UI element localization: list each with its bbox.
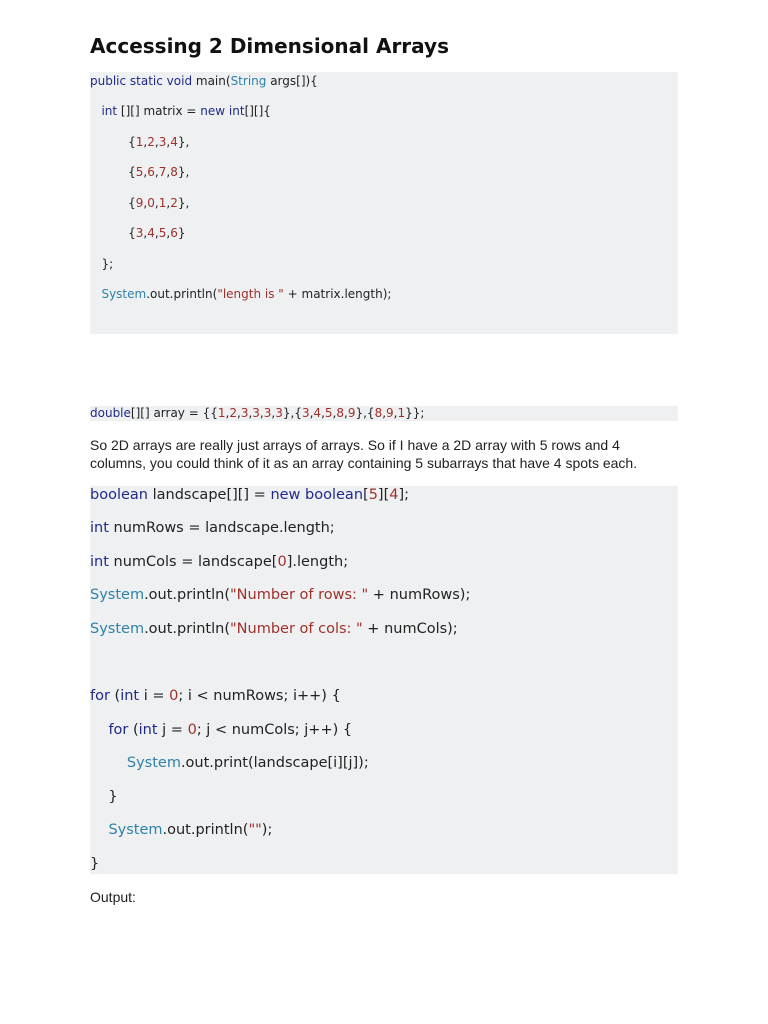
code-token-num: 5 xyxy=(324,406,333,420)
code-token-kw: boolean xyxy=(305,487,364,503)
code-token: .out.println( xyxy=(144,587,230,603)
code-line xyxy=(90,195,189,211)
code-token: ); xyxy=(261,822,273,838)
code-token: ][ xyxy=(377,487,390,503)
code-token xyxy=(90,104,101,118)
code-token-num: 3 xyxy=(135,226,144,240)
code-token: , xyxy=(143,165,148,179)
code-token: ( xyxy=(128,722,139,738)
code-token-num: 6 xyxy=(170,226,178,240)
code-line xyxy=(90,721,352,739)
code-token-str: "Number of cols: " xyxy=(230,621,363,637)
code-token: , xyxy=(166,226,171,240)
code-token: , xyxy=(344,406,348,420)
code-token: },{ xyxy=(282,406,302,420)
code-token: , xyxy=(143,196,148,210)
code-token: ].length; xyxy=(286,554,349,570)
code-token: [ xyxy=(363,487,369,503)
code-token-kw: double xyxy=(90,406,131,420)
code-token: , xyxy=(154,226,159,240)
code-line xyxy=(90,73,318,89)
code-token-str: "" xyxy=(248,822,262,838)
code-token: },{ xyxy=(355,406,375,420)
code-line xyxy=(90,406,424,420)
code-token: , xyxy=(393,406,398,420)
page-title: Accessing 2 Dimensional Arrays xyxy=(90,34,449,58)
code-token: , xyxy=(166,135,171,149)
code-token-num: 9 xyxy=(347,406,356,420)
code-token: }; xyxy=(90,257,114,271)
code-token-num: 4 xyxy=(170,135,178,149)
code-token-num: 5 xyxy=(368,487,378,503)
code-token-kw: int xyxy=(90,520,109,536)
code-token: }, xyxy=(177,165,190,179)
code-token-num: 2 xyxy=(170,196,178,210)
explanation-paragraph: So 2D arrays are really just arrays of arrays. So if I have a 2D array with 5 rows and 4 columns, you could think of it as an array containing 5 subarrays that have 4 spots each. xyxy=(90,437,638,471)
code-token-num: 0 xyxy=(187,722,197,738)
code-token: [][] array = {{ xyxy=(130,406,218,420)
code-token: } xyxy=(177,226,186,240)
code-block-double-array xyxy=(90,406,678,421)
code-token-num: 3 xyxy=(158,135,167,149)
code-token: , xyxy=(154,135,159,149)
code-line xyxy=(90,256,113,272)
code-token-num: 0 xyxy=(169,688,179,704)
code-token-num: 3 xyxy=(263,406,272,420)
code-token: j = xyxy=(157,722,188,738)
code-token: [][]{ xyxy=(244,104,271,118)
code-token-cls: System xyxy=(101,287,147,301)
code-line xyxy=(90,134,189,150)
code-line xyxy=(90,103,271,119)
code-token: { xyxy=(90,226,136,240)
code-token-kw: int xyxy=(120,688,140,704)
code-line xyxy=(90,225,185,241)
code-token: + matrix.length); xyxy=(283,287,392,301)
code-token xyxy=(90,755,127,771)
code-token: .out.println( xyxy=(144,621,230,637)
code-token-num: 5 xyxy=(158,226,167,240)
code-token-num: 1 xyxy=(158,196,167,210)
code-line xyxy=(90,788,118,806)
code-line xyxy=(90,821,272,839)
code-token-num: 9 xyxy=(386,406,394,420)
code-token: , xyxy=(248,406,253,420)
code-token: , xyxy=(143,135,148,149)
code-token-num: 0 xyxy=(147,196,155,210)
code-token: numRows = landscape.length; xyxy=(108,520,335,536)
code-line xyxy=(90,286,391,302)
code-token-str: "Number of rows: " xyxy=(230,587,369,603)
code-token-kw: new xyxy=(200,104,226,118)
code-token: ; j < numCols; j++) { xyxy=(196,722,353,738)
code-token: }}; xyxy=(405,406,425,420)
code-token: .out.println( xyxy=(146,287,218,301)
code-line xyxy=(90,586,470,604)
code-token-num: 9 xyxy=(135,196,144,210)
code-line xyxy=(90,553,348,571)
code-token-num: 1 xyxy=(217,406,226,420)
code-token: }, xyxy=(177,196,190,210)
code-token: , xyxy=(271,406,276,420)
code-token xyxy=(90,822,108,838)
code-token: ( xyxy=(109,688,121,704)
code-token-num: 3 xyxy=(252,406,260,420)
code-token-num: 3 xyxy=(240,406,249,420)
code-token: main( xyxy=(192,74,231,88)
code-token xyxy=(90,287,101,301)
code-token: , xyxy=(259,406,264,420)
code-token: , xyxy=(166,165,171,179)
code-token-cls: System xyxy=(90,621,145,637)
code-token: , xyxy=(154,196,159,210)
code-token: { xyxy=(90,135,136,149)
code-token: .out.print(landscape[i][j]); xyxy=(180,755,369,771)
code-token: , xyxy=(236,406,241,420)
code-token-kw: new xyxy=(270,487,301,503)
code-token-kw: for xyxy=(108,722,129,738)
code-token: } xyxy=(90,789,118,805)
code-token: , xyxy=(309,406,314,420)
code-token-cls: System xyxy=(90,587,145,603)
code-token: } xyxy=(90,856,100,872)
code-token: , xyxy=(154,165,159,179)
code-block-landscape xyxy=(90,486,678,874)
code-token-kw: for xyxy=(90,688,110,704)
code-token: , xyxy=(332,406,337,420)
code-token: , xyxy=(225,406,230,420)
code-token: , xyxy=(382,406,387,420)
code-token-num: 1 xyxy=(397,406,406,420)
code-line xyxy=(90,855,99,873)
code-token: [][] matrix = xyxy=(117,104,201,118)
code-token-num: 3 xyxy=(275,406,283,420)
code-token: landscape[][] = xyxy=(147,487,271,503)
code-token: i = xyxy=(139,688,170,704)
code-token: .out.println( xyxy=(162,822,249,838)
code-token-num: 4 xyxy=(147,226,155,240)
code-token-kw: int xyxy=(101,104,118,118)
code-token-num: 4 xyxy=(389,487,399,503)
code-token xyxy=(90,722,108,738)
code-token: }, xyxy=(177,135,190,149)
code-token: numCols = landscape[ xyxy=(108,554,278,570)
code-line xyxy=(90,754,369,772)
code-token: , xyxy=(321,406,325,420)
code-token-num: 1 xyxy=(135,135,144,149)
code-token-num: 8 xyxy=(170,165,178,179)
code-token-num: 7 xyxy=(158,165,167,179)
code-token-num: 2 xyxy=(147,135,155,149)
code-token-num: 8 xyxy=(374,406,383,420)
code-token-num: 3 xyxy=(301,406,310,420)
code-token: , xyxy=(143,226,148,240)
code-token: + numCols); xyxy=(362,621,458,637)
code-token: ]; xyxy=(398,487,410,503)
code-line xyxy=(90,687,341,705)
code-token-kw: boolean xyxy=(90,487,148,503)
output-label: Output: xyxy=(90,889,136,905)
code-token-num: 8 xyxy=(336,406,344,420)
code-token: { xyxy=(90,196,136,210)
code-token-num: 0 xyxy=(277,554,287,570)
code-token-kw: public static void xyxy=(90,74,193,88)
code-token-kw: int xyxy=(90,554,109,570)
code-token-kw: int xyxy=(138,722,158,738)
code-token-num: 6 xyxy=(147,165,155,179)
code-token-kw: int xyxy=(228,104,245,118)
code-line xyxy=(90,164,189,180)
code-line xyxy=(90,620,458,638)
code-token: args[]){ xyxy=(266,74,318,88)
code-block-matrix xyxy=(90,72,678,334)
code-token: , xyxy=(166,196,171,210)
code-token-str: "length is " xyxy=(217,287,284,301)
code-token: + numRows); xyxy=(368,587,471,603)
code-token: ; i < numRows; i++) { xyxy=(178,688,341,704)
code-token-cls: System xyxy=(108,822,163,838)
code-line xyxy=(90,486,409,504)
code-token-cls: String xyxy=(230,74,267,88)
code-token-num: 5 xyxy=(135,165,144,179)
code-line xyxy=(90,519,335,537)
code-token-cls: System xyxy=(126,755,181,771)
code-token-num: 4 xyxy=(313,406,322,420)
code-token: { xyxy=(90,165,136,179)
code-token-num: 2 xyxy=(229,406,237,420)
